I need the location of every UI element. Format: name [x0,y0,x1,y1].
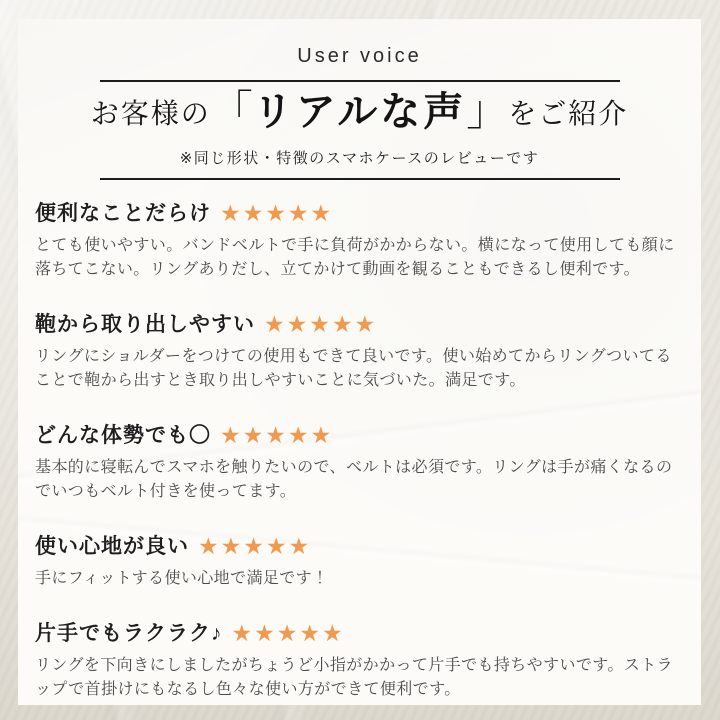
review-body: リングを下向きにしましたがちょうど小指がかかって片手でも持ちやすいです。ストラップで首掛けにもなるし色々な使い方ができて便利です。 [35,657,674,698]
paper-panel [18,19,701,705]
review-item [35,422,684,504]
review-body: 基本的に寝転んでスマホを触りたいので、ベルトは必須です。リングは手が痛くなるのでいつもベルト付きを使ってます。 [35,459,673,500]
review-title: 鞄から取り出しやすい [35,313,255,336]
review-header [35,620,684,648]
review-header [35,200,684,228]
star-rating-icon: ★★★★★ [198,533,312,559]
review-header [35,311,684,339]
star-rating-icon: ★★★★★ [220,422,334,448]
review-body: 手にフィットする使い心地で満足です！ [35,570,329,587]
divider-bottom [100,178,620,180]
section-label: User voice [297,45,422,67]
review-title: 使い心地が良い [35,535,189,558]
section-title-suffix: をご紹介 [508,98,629,129]
section-title-bracket-close: 」 [466,87,509,134]
section-title-emphasis: リアルな声 [252,90,467,134]
star-rating-icon: ★★★★★ [231,620,345,646]
review-title: 便利なことだらけ [35,202,211,225]
review-title: どんな体勢でも〇 [35,424,211,447]
section-title-prefix: お客様の [90,98,211,129]
divider-top [100,80,620,82]
review-item [35,200,684,282]
review-item [35,620,684,702]
review-body: リングにショルダーをつけての使用もできて良いです。使い始めてからリングついてることで鞄から出すとき取り出しやすいことに気づいた。満足です。 [35,348,672,389]
review-list [35,200,684,702]
star-rating-icon: ★★★★★ [264,311,378,337]
review-item [35,311,684,393]
section-title-bracket-open: 「 [210,87,253,134]
review-header [35,422,684,450]
review-header [35,533,684,561]
star-rating-icon: ★★★★★ [220,200,334,226]
review-body: とても使いやすい。バンドベルトで手に負荷がかからない。横になって使用しても顔に落ちてこない。リングありだし、立てかけて動画を観ることもできるし便利です。 [35,237,675,278]
section-note: ※同じ形状・特徴のスマホケースのレビューです [179,150,540,167]
section-title [35,86,684,146]
review-item [35,533,684,591]
review-title: 片手でもラクラク♪ [35,622,223,645]
section-header [35,43,684,180]
